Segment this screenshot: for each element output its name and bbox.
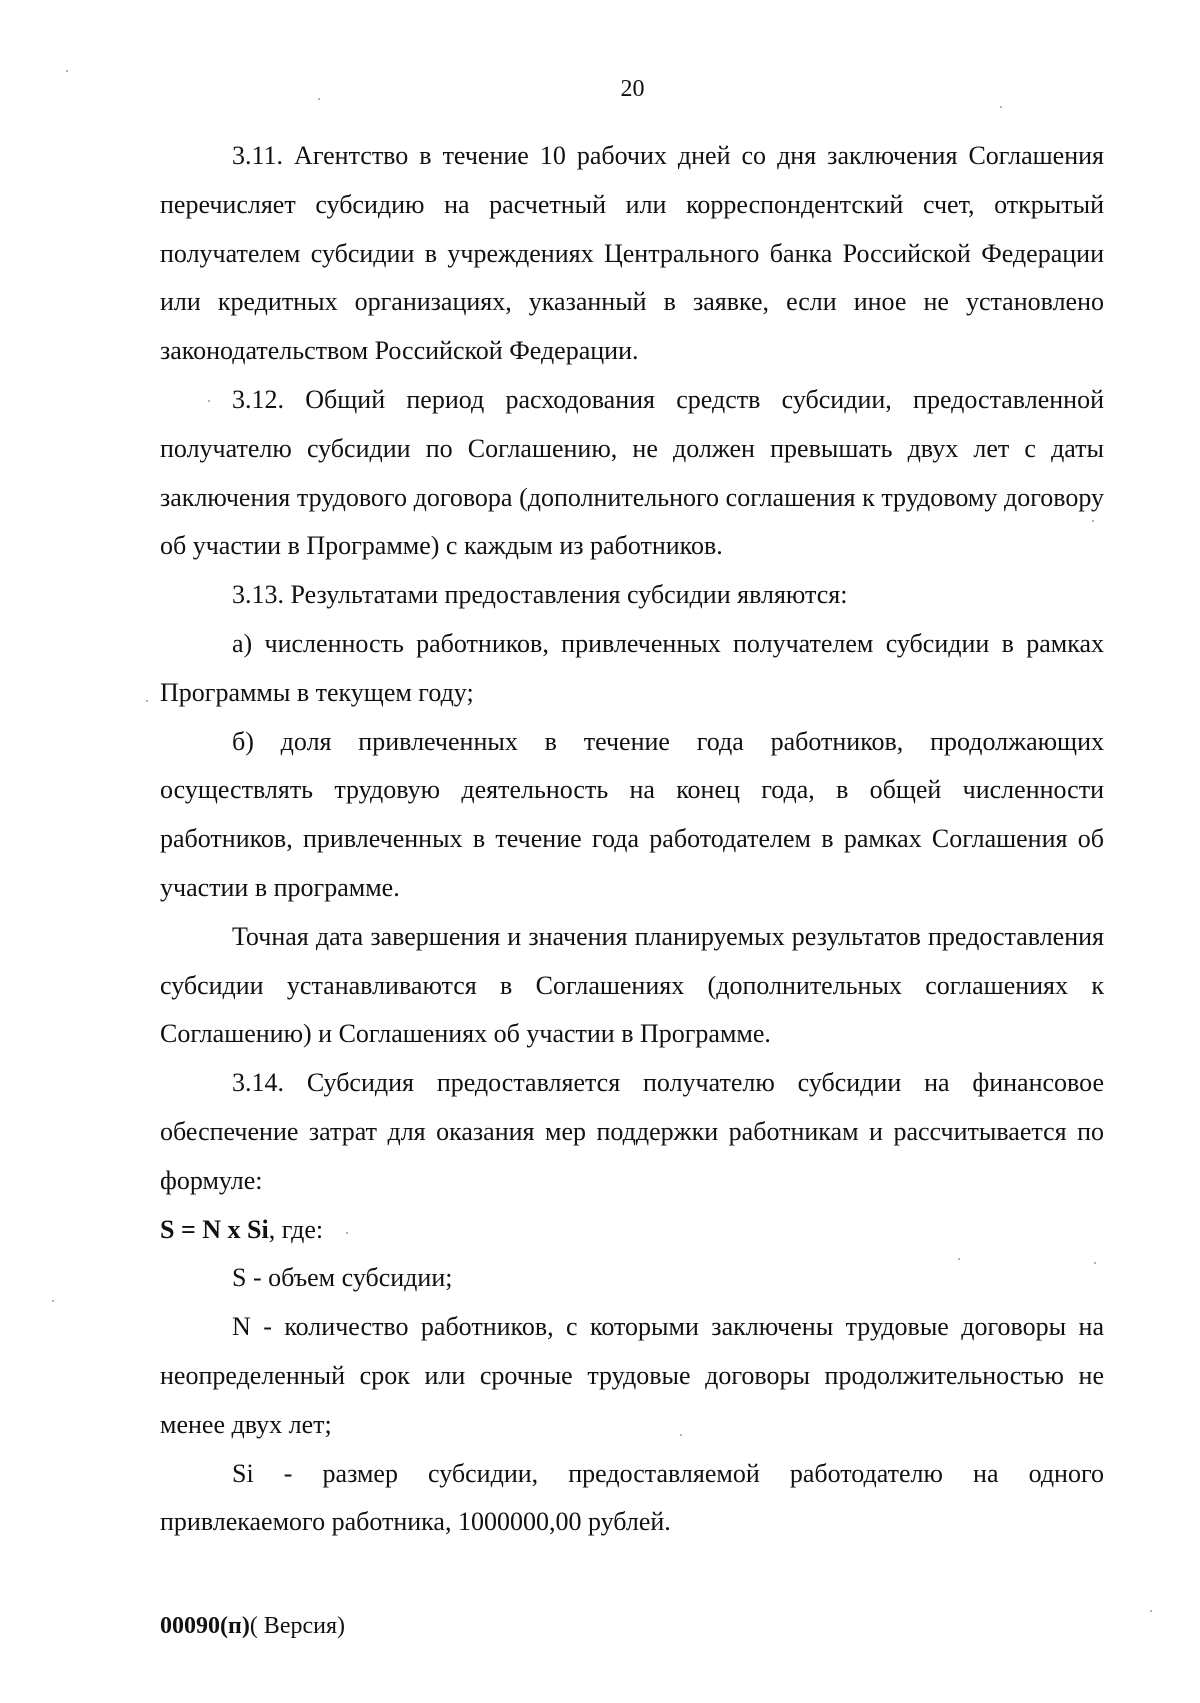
scan-speck: [66, 70, 68, 72]
formula: S = N x Si: [160, 1214, 269, 1244]
scan-speck: [1092, 520, 1094, 522]
scan-speck: [346, 1232, 348, 1234]
document-version: ( Версия): [249, 1613, 345, 1639]
scan-speck: [1000, 106, 1002, 108]
definition-n: N - количество работников, с которыми заключены трудовые договоры на неопределенный срок или срочные трудовые договоры продолжительностью не менее двух лет;: [160, 1312, 1104, 1439]
scan-speck: [680, 1434, 682, 1436]
footer: [160, 1613, 345, 1640]
formula-line: [160, 1206, 1104, 1255]
definition-si: Si - размер субсидии, предоставляемой работодателю на одного привлекаемого работника, 1000000,00 рублей.: [160, 1458, 1104, 1537]
definition-s: S - объем субсидии;: [232, 1263, 453, 1293]
paragraph-3-14: 3.14. Субсидия предоставляется получателю субсидии на финансовое обеспечение затрат для оказания мер поддержки работникам и рассчитывается по формуле:: [160, 1068, 1104, 1195]
scan-speck: [958, 1258, 960, 1260]
paragraph-3-13: 3.13. Результатами предоставления субсидии являются:: [232, 580, 848, 610]
result-item-a: а) численность работников, привлеченных получателем субсидии в рамках Программы в текущем году;: [160, 628, 1104, 707]
result-item-b: б) доля привлеченных в течение года работников, продолжающих осуществлять трудовую деятельность на конец года, в общей численности работников, привлеченных в течение года работодателем в рамках Соглашения об участии в программе.: [160, 726, 1104, 902]
scan-speck: [52, 1300, 54, 1302]
scan-speck: [146, 700, 148, 702]
scan-speck: [318, 98, 320, 100]
page-number: 20: [620, 76, 645, 102]
document-code: 00090(п): [160, 1613, 250, 1639]
scan-speck: [208, 400, 210, 402]
formula-suffix: , где:: [268, 1214, 324, 1244]
document-body: [160, 132, 1104, 1547]
scan-speck: [1094, 1262, 1096, 1264]
paragraph-3-12: 3.12. Общий период расходования средств субсидии, предоставленной получателю субсидии по Соглашению, не должен превышать двух лет с даты заключения трудового договора (дополнительного соглашения к трудовому договору об участии в Программе) с каждым из работников.: [160, 384, 1104, 561]
paragraph-results-dates: Точная дата завершения и значения планируемых результатов предоставления субсидии устанавливаются в Соглашениях (дополнительных соглашениях к Соглашению) и Соглашениях об участии в Программе.: [160, 921, 1104, 1049]
paragraph-3-11: 3.11. Агентство в течение 10 рабочих дней со дня заключения Соглашения перечисляет субсидию на расчетный или корреспондентский счет, открытый получателем субсидии в учреждениях Центрального банка Российской Федерации или кредитных организациях, указанный в заявке, если иное не установлено законодательством Российской Федерации.: [160, 141, 1104, 366]
scan-speck: [1150, 1610, 1152, 1612]
